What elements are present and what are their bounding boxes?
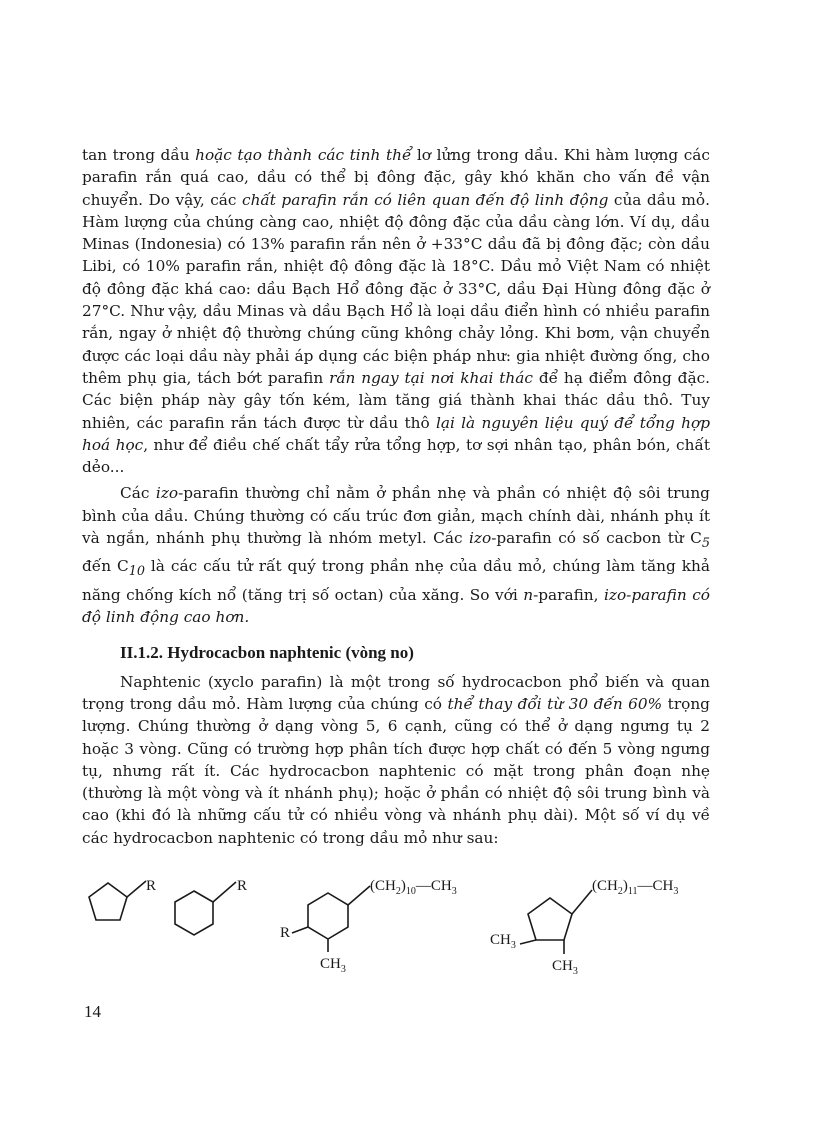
text-run: -parafin thường chỉ nằm ở phần nhẹ và phần có nhiệt độ sôi trung bình của dầu. Chúng thường có cấu trúc đơn giản, mạch chính dài, nhánh phụ ít và ngắn, nhánh phụ thường là nhóm metyl. Các — [82, 484, 710, 548]
r-bond — [292, 927, 308, 933]
text-run: của dầu mỏ. Hàm lượng của chúng càng cao, nhiệt độ đông đặc của dầu càng lớn. Ví dụ, dầu Minas (Indonesia) có 13% parafin rắn nên ở +33°C dầu đã bị đông đặc; còn dầu Libi, có 10% parafin rắn, nhiệt độ đông đặc là 18°C. Dầu mỏ Việt Nam có nhiệt độ đông đặc khá cao: dầu Bạch Hổ đông đặc ở 33°C, dầu Đại Hùng đông đặc ở 27°C. Như vậy, dầu Minas và dầu Bạch Hổ là loại dầu điển hình có nhiều parafin rắn, ngay ở nhiệt độ thường chúng cũng không chảy lỏng. Khi bơm, vận chuyển được các loại dầu này phải áp dụng các biện pháp như: gia nhiệt đường ống, cho thêm phụ gia, tách bớt parafin — [82, 190, 710, 387]
alkyl-chain-bond — [572, 890, 592, 914]
r-label: R — [280, 925, 291, 941]
formula-subscript: 5 — [701, 536, 710, 552]
italic-run: n — [523, 585, 534, 604]
italic-run: chất parafin rắn có liên quan đến độ linh động — [242, 190, 609, 209]
alkyl-chain-label: $(CH_2)_{10}—CH_3$ — [370, 878, 457, 897]
cyclohexane-ring — [175, 891, 213, 935]
naphtenic-structures-figure — [80, 868, 720, 978]
r-label: R — [146, 878, 157, 894]
r-label: R — [237, 878, 248, 894]
italic-run: rắn ngay tại nơi khai thác — [329, 368, 533, 387]
alkyl-chain-bond — [348, 886, 370, 905]
italic-run: lại là nguyên liệu quý để tổng hợp hoá học — [82, 413, 710, 454]
text-run: Naphtenic (xyclo parafin) là một trong số hydrocacbon phổ biến và quan trọng trong dầu mỏ. Hàm lượng của chúng có — [82, 672, 710, 713]
section-heading: II.1.2. Hydrocacbon naphtenic (vòng no) — [120, 643, 414, 663]
text-run: lơ lửng trong dầu. Khi hàm lượng các parafin rắn quá cao, dầu có thể bị đông đặc, gây khó khăn cho vấn đề vận chuyển. Do vậy, các — [82, 146, 710, 209]
formula-subscript: 10 — [128, 564, 145, 580]
substituent-bond — [213, 882, 236, 902]
paragraph-parafin-ran — [82, 144, 710, 478]
substituent-bond — [127, 881, 146, 897]
substituted-cyclopentane-ring — [528, 898, 572, 940]
methyl-label: $CH_3$ — [552, 958, 578, 977]
cyclopentane-ring — [89, 883, 127, 920]
paragraph-izo-parafin — [82, 482, 710, 628]
text-run: -parafin, — [533, 585, 604, 604]
italic-run: hoặc tạo thành các tinh thể — [195, 146, 412, 164]
text-run: đến — [82, 557, 118, 576]
substituted-cyclohexane-ring — [308, 893, 348, 939]
paragraph-naphtenic — [82, 671, 710, 849]
formula-c: C — [117, 557, 129, 576]
text-run: , như để điều chế chất tẩy rửa tổng hợp, tơ sợi nhân tạo, phân bón, chất dẻo... — [82, 435, 710, 477]
italic-run: izo-parafin có độ linh động cao hơn. — [82, 585, 710, 627]
methyl-label: $CH_3$ — [320, 956, 346, 975]
methyl-label: $CH_3$ — [490, 932, 516, 951]
italic-run: thể thay đổi từ 30 đến 60% — [447, 694, 663, 713]
formula-c: C — [690, 529, 702, 548]
italic-run: izo — [469, 529, 492, 548]
page-number: 14 — [84, 1002, 101, 1021]
methyl-bond — [520, 940, 536, 944]
body-text — [82, 144, 710, 849]
text-run: tan trong dầu — [82, 146, 196, 164]
text-run: Các — [120, 484, 156, 503]
text-run: -parafin có số cacbon từ — [491, 529, 691, 548]
text-run: để hạ điểm đông đặc. Các biện pháp này gây tốn kém, làm tăng giá thành khai thác dầu thô. Tuy nhiên, các parafin rắn tách được từ dầu thô — [82, 368, 710, 432]
text-run: trọng lượng. Chúng thường ở dạng vòng 5, 6 cạnh, cũng có thể ở dạng ngưng tụ 2 hoặc 3 vòng. Cũng có trường hợp phân tích được hợp chất có đến 5 vòng ngưng tụ, nhưng rất ít. Các hydrocacbon naphtenic có mặt trong phân đoạn nhẹ (thường là một vòng và ít nhánh phụ); hoặc ở phần có nhiệt độ sôi trung bình và cao (khi đó là những cấu tử có nhiều vòng và nhánh phụ dài). Một số ví dụ về các hydrocacbon naphtenic có trong dầu mỏ như sau: — [82, 694, 710, 847]
italic-run: izo — [155, 484, 179, 503]
text-run: là các cấu tử rất quý trong phần nhẹ của dầu mỏ, chúng làm tăng khả năng chống kích nổ (tăng trị số octan) của xăng. So với — [82, 557, 710, 604]
alkyl-chain-label: $(CH_2)_{11}—CH_3$ — [592, 878, 679, 897]
